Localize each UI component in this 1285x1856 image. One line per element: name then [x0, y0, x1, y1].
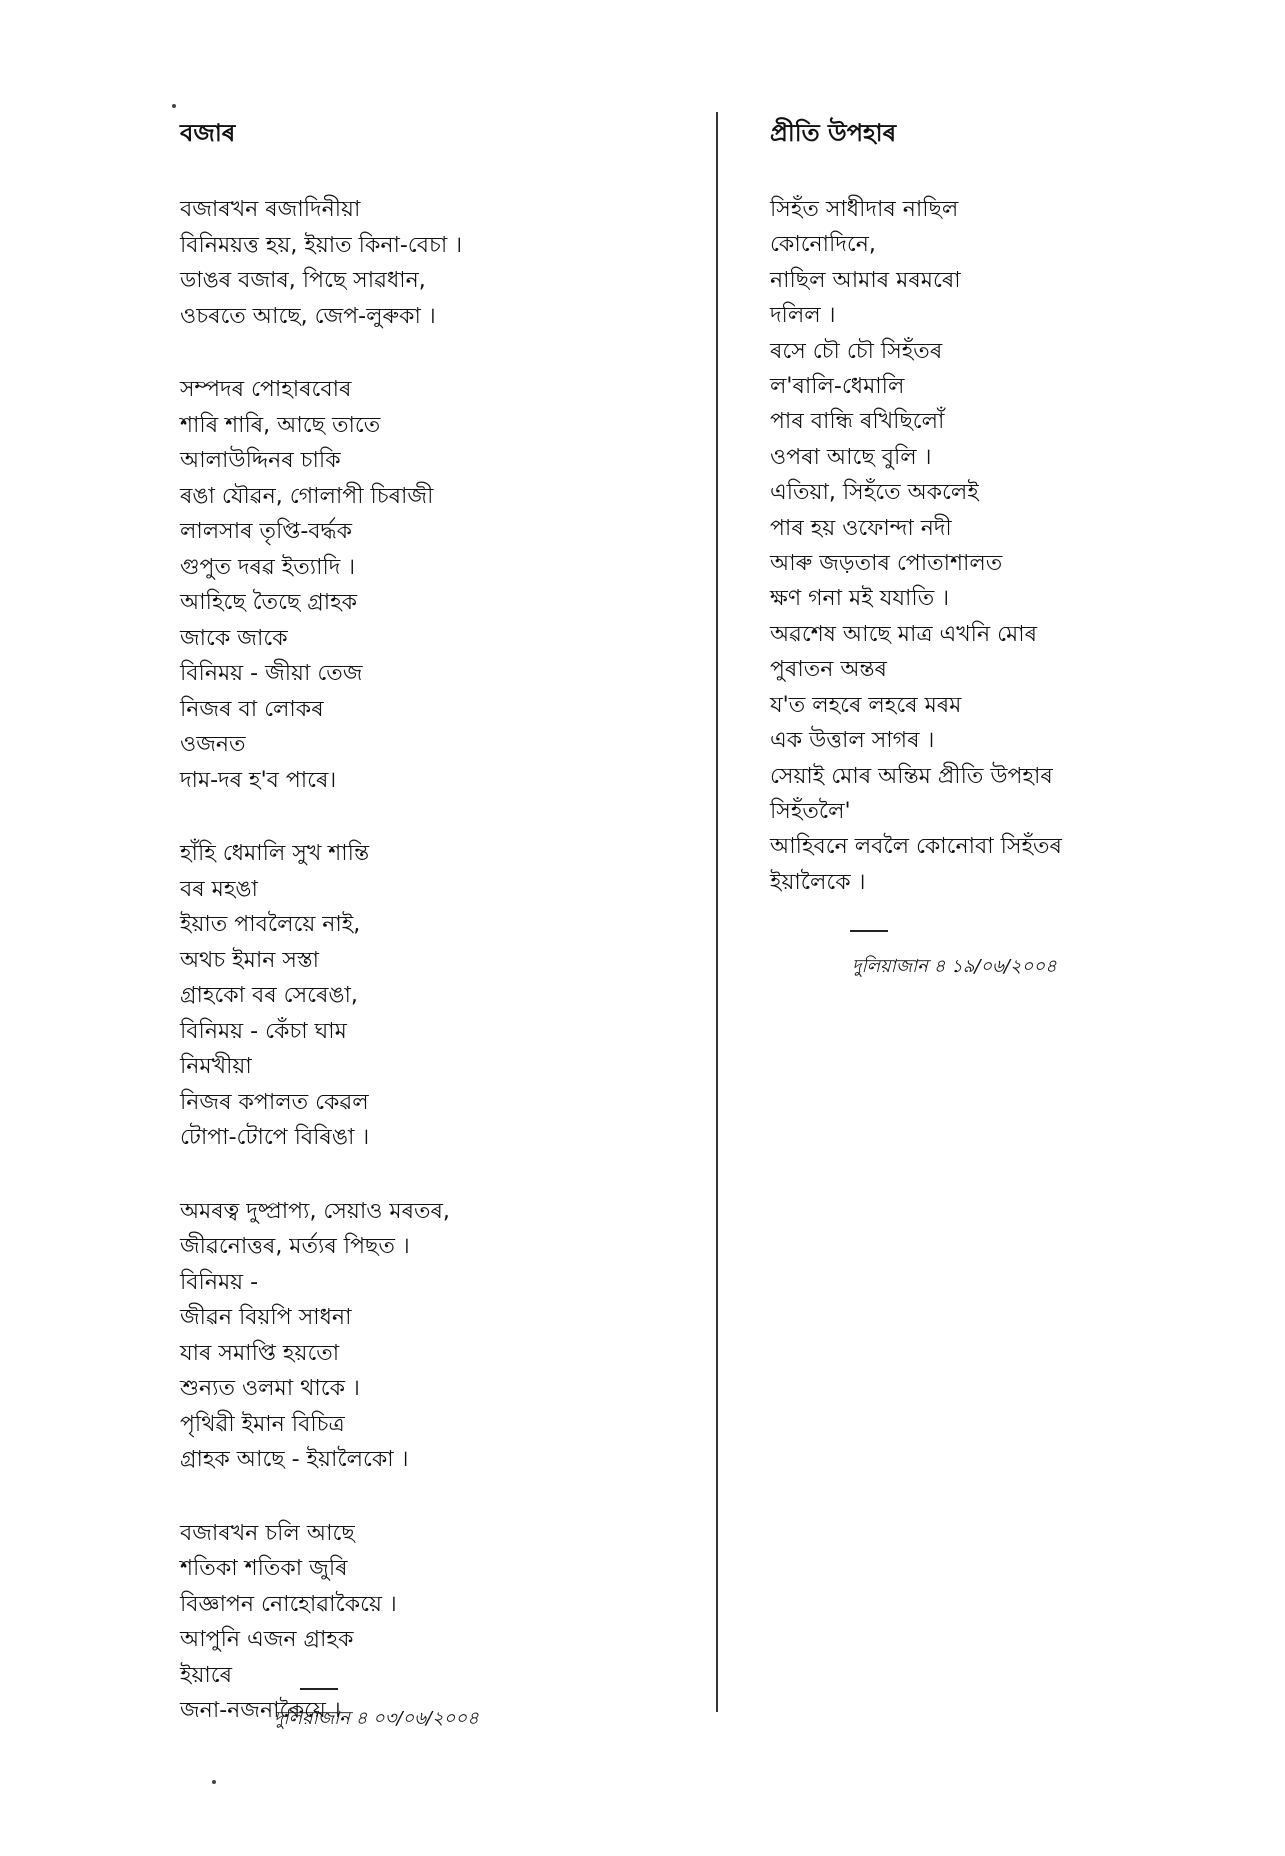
poem-line: অৱশেষ আছে মাত্ৰ এখনি মোৰ	[770, 621, 1037, 647]
poem-line: বিনিময়ত্ত হয়, ইয়াত কিনা-বেচা ।	[180, 232, 463, 258]
left-stanza-3	[180, 836, 700, 1156]
poem-line: বিজ্ঞাপন নোহোৱাকৈয়ে ।	[180, 1591, 397, 1617]
right-signature-dash	[850, 930, 888, 932]
poem-line: আহিবনে লবলৈ কোনোবা সিহঁতৰ	[770, 834, 1062, 860]
poem-line: এতিয়া, সিহঁতে অকলেই	[770, 480, 979, 506]
poem-line: এক উত্তাল সাগৰ ।	[770, 728, 935, 754]
poem-line: অথচ ইমান সস্তা	[180, 947, 320, 973]
poem-line: আলাউদ্দিনৰ চাকি	[180, 448, 341, 473]
poem-line: নিজৰ কপালত কেৱল	[180, 1089, 369, 1115]
poem-line: বিনিময় - জীয়া তেজ	[180, 661, 363, 686]
poem-line: সিহঁতলৈ'	[770, 798, 851, 824]
poem-line: যাৰ সমাপ্তি হয়তো	[180, 1340, 340, 1366]
left-stanza-2	[180, 372, 700, 798]
left-stanza-1	[180, 192, 700, 334]
poem-line: নিজৰ বা লোকৰ	[180, 696, 324, 722]
poem-line: নাছিল আমাৰ মৰমৰো	[770, 267, 961, 293]
poem-line: শাৰি শাৰি, আছে তাতে	[180, 412, 381, 438]
left-stanza-4	[180, 1194, 700, 1478]
left-poem	[180, 118, 700, 1767]
poem-line: ডাঙৰ বজাৰ, পিছে সাৱধান,	[180, 268, 426, 293]
poem-line: ল'ৰালি-ধেমালি	[770, 374, 905, 400]
poem-line: বৰ মহঙা	[180, 876, 258, 902]
left-signature-dash	[300, 1688, 338, 1690]
poem-line: নিমখীয়া	[180, 1054, 252, 1079]
poem-line: পাৰ বান্ধি ৰখিছিলোঁ	[770, 409, 945, 435]
poem-line: আৰু জড়তাৰ পোতাশালত	[770, 551, 1003, 577]
right-poem-title: প্ৰীতি উপহাৰ	[770, 119, 897, 147]
poem-line: দলিল ।	[770, 303, 836, 329]
poem-line: ওচৰতে আছে, জেপ-লুৰুকা ।	[180, 303, 436, 329]
scan-speck	[172, 104, 176, 108]
right-poem-body	[770, 192, 1210, 900]
poem-line: পাৰ হয় ওফোন্দা নদী	[770, 515, 952, 541]
poem-line: ৰঙা যৌৱন, গোলাপী চিৰাজী	[180, 483, 434, 509]
poem-line: জনা-নজনাকৈয়ে ।	[180, 1698, 341, 1723]
poem-line: সেয়াই মোৰ অন্তিম প্ৰীতি উপহাৰ	[770, 763, 1053, 789]
right-poem	[770, 118, 1210, 900]
poem-line: গ্ৰাহকো বৰ সেৰেঙা,	[180, 983, 358, 1008]
poem-line: পৃথিৱী ইমান বিচিত্ৰ	[180, 1411, 345, 1437]
poem-line: সিহঁত সাধীদাৰ নাছিল	[770, 197, 959, 222]
poem-line: বজাৰখন ৰজাদিনীয়া	[180, 197, 361, 222]
poem-line: জীৱন বিয়পি সাধনা	[180, 1305, 352, 1330]
poem-line: ওপৰা আছে বুলি ।	[770, 444, 932, 470]
poem-line: টোপা-টোপে বিৰিঙা ।	[180, 1125, 370, 1150]
poem-line: লালসাৰ তৃপ্তি-বৰ্দ্ধক	[180, 519, 353, 544]
poem-line: বিনিময় -	[180, 1269, 259, 1295]
poem-line: জাকে জাকে	[180, 625, 288, 651]
left-stanza-5	[180, 1516, 700, 1729]
poem-line: গুপুত দৰৱ ইত্যাদি ।	[180, 554, 356, 580]
poem-line: পুৰাতন অন্তৰ	[770, 657, 887, 683]
poem-line: বিনিময় - কেঁচা ঘাম	[180, 1018, 347, 1044]
poem-line: জীৱনোত্তৰ, মৰ্ত্যৰ পিছত ।	[180, 1234, 410, 1259]
poem-line: আপুনি এজন গ্ৰাহক	[180, 1627, 354, 1652]
poem-line: আহিছে তৈছে গ্ৰাহক	[180, 590, 358, 615]
poem-line: শুন্যত ওলমা থাকে ।	[180, 1376, 360, 1401]
poem-line: ইয়ালৈকে ।	[770, 869, 866, 895]
poem-line: অমৰত্ব দুষ্প্ৰাপ্য, সেয়াও মৰতৰ,	[180, 1198, 450, 1224]
poem-line: ক্ষণ গনা মই যযাতি ।	[770, 586, 950, 612]
left-poem-title: বজাৰ	[180, 119, 236, 147]
column-divider	[716, 112, 718, 1712]
poem-line: ইয়াত পাবলৈয়ে নাই,	[180, 912, 361, 937]
right-poem-signature: দুলিয়াজান ৪ ১৯/০৬/২০০৪	[852, 956, 1057, 977]
poem-line: সম্পদৰ পোহাৰবোৰ	[180, 377, 352, 402]
poem-line: শতিকা শতিকা জুৰি	[180, 1556, 348, 1581]
poem-line: দাম-দৰ হ'ব পাৰে।	[180, 767, 337, 793]
poem-line: হাঁহি ধেমালি সুখ শান্তি	[180, 841, 370, 866]
poem-line: গ্ৰাহক আছে - ইয়ালৈকো ।	[180, 1447, 409, 1472]
left-poem-body	[180, 192, 700, 1729]
scan-speck	[212, 1780, 216, 1784]
poem-line: বজাৰখন চলি আছে	[180, 1520, 355, 1546]
left-poem-signature: দুলিয়াজান ৪ ০৩/০৬/২০০৪	[274, 1708, 479, 1729]
poem-line: য'ত লহৰে লহৰে মৰম	[770, 692, 962, 718]
poem-line: ইয়াৰে	[180, 1662, 233, 1688]
poem-line: ওজনত	[180, 732, 246, 757]
poem-line: ৰসে চৌ চৌ সিহঁতৰ	[770, 338, 943, 364]
poem-line: কোনোদিনে,	[770, 232, 876, 258]
